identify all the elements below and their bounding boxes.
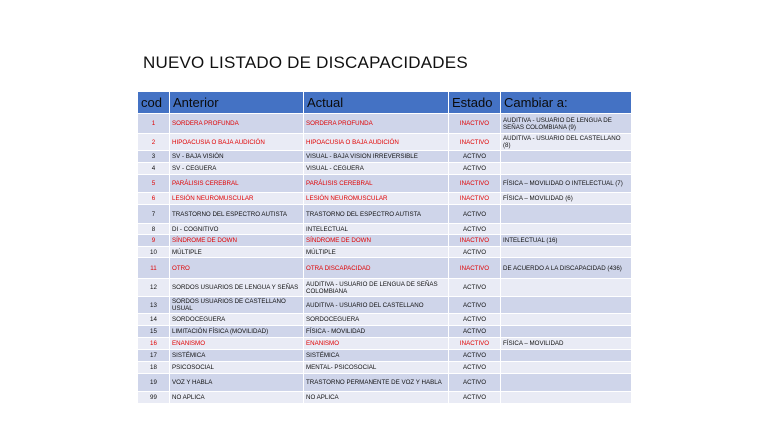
cell-cod: 7 — [138, 205, 170, 224]
cell-estado: ACTIVO — [449, 247, 501, 258]
cell-anterior: SORDERA PROFUNDA — [170, 114, 304, 134]
header-cod: cod — [138, 92, 170, 114]
table-row — [138, 362, 632, 374]
cell-cambiar — [501, 205, 632, 224]
cell-anterior: LESIÓN NEUROMUSCULAR — [170, 193, 304, 205]
cell-estado: INACTIVO — [449, 134, 501, 151]
cell-cod: 3 — [138, 151, 170, 163]
cell-anterior: SV - BAJA VISIÓN — [170, 151, 304, 163]
cell-cod: 8 — [138, 224, 170, 235]
cell-anterior: LIMITACIÓN FÍSICA (MOVILIDAD) — [170, 326, 304, 338]
cell-actual: LESIÓN NEUROMUSCULAR — [304, 193, 449, 205]
cell-cambiar — [501, 362, 632, 374]
table-row — [138, 350, 632, 362]
table-row — [138, 235, 632, 247]
cell-estado: INACTIVO — [449, 338, 501, 350]
cell-cod: 5 — [138, 175, 170, 193]
cell-cambiar — [501, 224, 632, 235]
table-row — [138, 114, 632, 134]
cell-cambiar — [501, 350, 632, 362]
cell-cod: 19 — [138, 374, 170, 392]
cell-cambiar — [501, 326, 632, 338]
cell-actual: SÍNDROME DE DOWN — [304, 235, 449, 247]
cell-anterior: SORDOS USUARIOS DE CASTELLANO USUAL — [170, 297, 304, 314]
cell-anterior: SV - CEGUERA — [170, 163, 304, 175]
cell-cod: 14 — [138, 314, 170, 326]
cell-anterior: ENANISMO — [170, 338, 304, 350]
cell-estado: ACTIVO — [449, 362, 501, 374]
header-cambiar: Cambiar a: — [501, 92, 632, 114]
cell-cod: 16 — [138, 338, 170, 350]
table-row — [138, 258, 632, 279]
cell-anterior: OTRO — [170, 258, 304, 279]
cell-cod: 4 — [138, 163, 170, 175]
cell-estado: INACTIVO — [449, 193, 501, 205]
cell-anterior: SORDOS USUARIOS DE LENGUA Y SEÑAS — [170, 279, 304, 297]
header-estado: Estado — [449, 92, 501, 114]
cell-cambiar — [501, 297, 632, 314]
cell-anterior: MÚLTIPLE — [170, 247, 304, 258]
cell-cambiar — [501, 392, 632, 404]
disabilities-table — [137, 91, 632, 404]
cell-actual: INTELECTUAL — [304, 224, 449, 235]
cell-estado: ACTIVO — [449, 163, 501, 175]
cell-anterior: VOZ Y HABLA — [170, 374, 304, 392]
cell-cod: 13 — [138, 297, 170, 314]
cell-anterior: HIPOACUSIA O BAJA AUDICIÓN — [170, 134, 304, 151]
cell-estado: ACTIVO — [449, 205, 501, 224]
cell-cambiar: AUDITIVA - USUARIO DE LENGUA DE SEÑAS COLOMBIANA (9) — [501, 114, 632, 134]
cell-cambiar — [501, 151, 632, 163]
cell-actual: AUDITIVA - USUARIO DEL CASTELLANO — [304, 297, 449, 314]
cell-cod: 10 — [138, 247, 170, 258]
cell-estado: ACTIVO — [449, 326, 501, 338]
table-row — [138, 314, 632, 326]
table-row — [138, 297, 632, 314]
table-header-row — [138, 92, 632, 114]
cell-estado: ACTIVO — [449, 374, 501, 392]
cell-anterior: PARÁLISIS CEREBRAL — [170, 175, 304, 193]
cell-anterior: SÍNDROME DE DOWN — [170, 235, 304, 247]
table-row — [138, 279, 632, 297]
cell-estado: ACTIVO — [449, 151, 501, 163]
cell-anterior: TRASTORNO DEL ESPECTRO AUTISTA — [170, 205, 304, 224]
table-body — [138, 114, 632, 404]
cell-cambiar: DE ACUERDO A LA DISCAPACIDAD (436) — [501, 258, 632, 279]
cell-actual: SORDOCEGUERA — [304, 314, 449, 326]
cell-estado: ACTIVO — [449, 224, 501, 235]
table-row — [138, 374, 632, 392]
header-actual: Actual — [304, 92, 449, 114]
cell-estado: INACTIVO — [449, 235, 501, 247]
cell-anterior: PSICOSOCIAL — [170, 362, 304, 374]
slide-title: NUEVO LISTADO DE DISCAPACIDADES — [143, 53, 468, 72]
cell-cod: 6 — [138, 193, 170, 205]
cell-anterior: SISTÉMICA — [170, 350, 304, 362]
table-row — [138, 134, 632, 151]
table-row — [138, 338, 632, 350]
cell-cambiar: FÍSICA – MOVILIDAD (6) — [501, 193, 632, 205]
cell-cod: 18 — [138, 362, 170, 374]
cell-actual: SISTÉMICA — [304, 350, 449, 362]
table-row — [138, 392, 632, 404]
table-row — [138, 163, 632, 175]
cell-cambiar: FÍSICA – MOVILIDAD O INTELECTUAL (7) — [501, 175, 632, 193]
cell-cambiar — [501, 314, 632, 326]
cell-cambiar — [501, 247, 632, 258]
cell-cambiar: AUDITIVA - USUARIO DEL CASTELLANO (8) — [501, 134, 632, 151]
table-row — [138, 326, 632, 338]
cell-actual: PARÁLISIS CEREBRAL — [304, 175, 449, 193]
cell-estado: ACTIVO — [449, 314, 501, 326]
cell-actual: VISUAL - CEGUERA — [304, 163, 449, 175]
cell-anterior: SORDOCEGUERA — [170, 314, 304, 326]
table-row — [138, 175, 632, 193]
cell-estado: INACTIVO — [449, 114, 501, 134]
cell-actual: OTRA DISCAPACIDAD — [304, 258, 449, 279]
table-row — [138, 224, 632, 235]
cell-actual: AUDITIVA - USUARIO DE LENGUA DE SEÑAS COLOMBIANA — [304, 279, 449, 297]
cell-actual: HIPOACUSIA O BAJA AUDICIÓN — [304, 134, 449, 151]
cell-estado: ACTIVO — [449, 392, 501, 404]
cell-actual: SORDERA PROFUNDA — [304, 114, 449, 134]
table-row — [138, 247, 632, 258]
cell-estado: INACTIVO — [449, 175, 501, 193]
table-row — [138, 193, 632, 205]
cell-cambiar — [501, 279, 632, 297]
cell-estado: INACTIVO — [449, 258, 501, 279]
table-row — [138, 151, 632, 163]
cell-actual: ENANISMO — [304, 338, 449, 350]
cell-estado: ACTIVO — [449, 297, 501, 314]
cell-actual: MÚLTIPLE — [304, 247, 449, 258]
cell-cod: 1 — [138, 114, 170, 134]
cell-actual: TRASTORNO DEL ESPECTRO AUTISTA — [304, 205, 449, 224]
table-row — [138, 205, 632, 224]
cell-actual: MENTAL- PSICOSOCIAL — [304, 362, 449, 374]
cell-anterior: DI - COGNITIVO — [170, 224, 304, 235]
cell-cod: 12 — [138, 279, 170, 297]
cell-cod: 17 — [138, 350, 170, 362]
cell-cambiar — [501, 163, 632, 175]
cell-estado: ACTIVO — [449, 350, 501, 362]
cell-cod: 99 — [138, 392, 170, 404]
cell-actual: NO APLICA — [304, 392, 449, 404]
cell-cambiar — [501, 374, 632, 392]
cell-actual: FÍSICA - MOVILIDAD — [304, 326, 449, 338]
cell-cambiar: FÍSICA – MOVILIDAD — [501, 338, 632, 350]
cell-cod: 11 — [138, 258, 170, 279]
cell-anterior: NO APLICA — [170, 392, 304, 404]
cell-actual: TRASTORNO PERMANENTE DE VOZ Y HABLA — [304, 374, 449, 392]
cell-estado: ACTIVO — [449, 279, 501, 297]
cell-cambiar: INTELECTUAL (16) — [501, 235, 632, 247]
header-anterior: Anterior — [170, 92, 304, 114]
cell-cod: 15 — [138, 326, 170, 338]
cell-cod: 9 — [138, 235, 170, 247]
cell-actual: VISUAL - BAJA VISION IRREVERSIBLE — [304, 151, 449, 163]
cell-cod: 2 — [138, 134, 170, 151]
